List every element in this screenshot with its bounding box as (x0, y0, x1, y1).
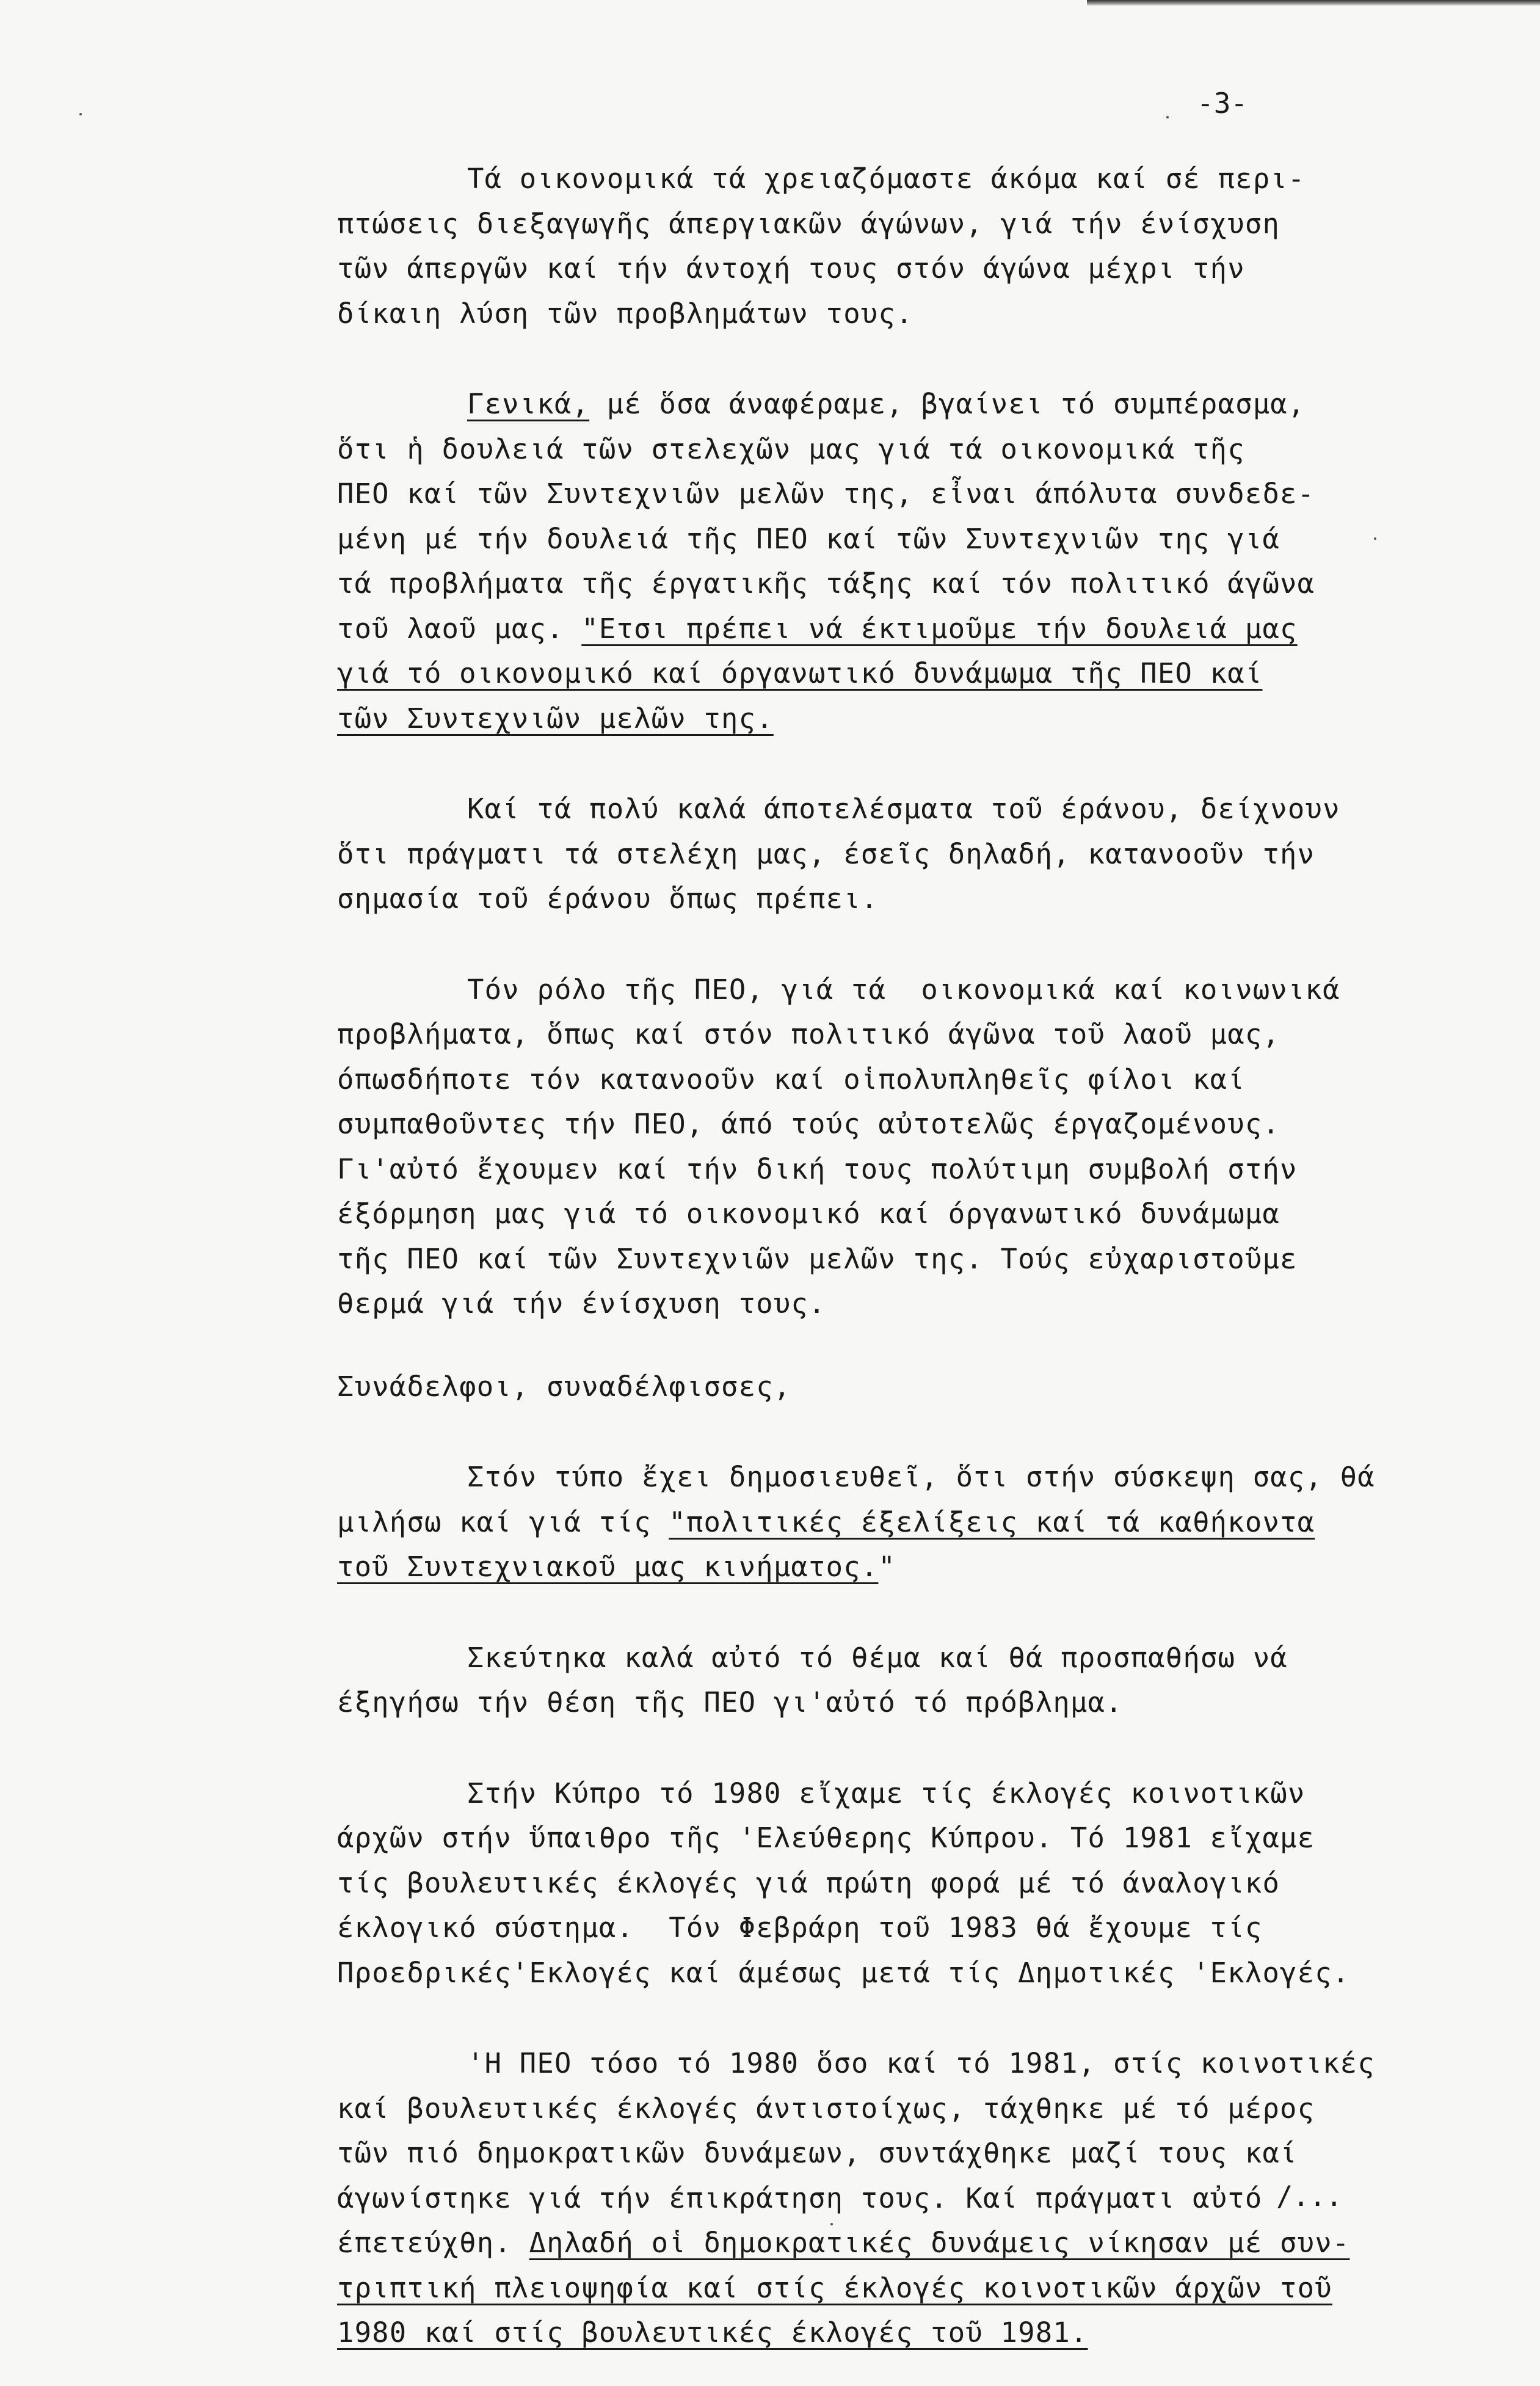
document-body (337, 156, 1400, 2355)
paragraph-spacer (337, 1995, 1400, 2041)
text-run: σημασία τοῦ έράνου ὅπως πρέπει. (337, 882, 879, 915)
underlined-text: 1980 καί στίς βουλευτικές έκλογές τοῦ 1981. (337, 2316, 1088, 2349)
paragraph-spacer (337, 1725, 1400, 1771)
underlined-text: τῶν Συντεχνιῶν μελῶν της. (337, 702, 774, 735)
text-line (337, 517, 1400, 562)
paragraph (337, 156, 1400, 336)
text-line (337, 832, 1400, 877)
text-line (337, 1281, 1400, 1326)
text-line (337, 1905, 1400, 1951)
text-line (337, 1364, 1400, 1409)
text-run: προβλήματα, ὅπως καί στόν πολιτικό άγῶνα τοῦ λαοῦ μας, (337, 1018, 1280, 1050)
paragraph-spacer (337, 741, 1400, 787)
text-line (337, 156, 1400, 202)
underlined-text: τριπτική πλειοψηφία καί στίς έκλογές κοινοτικῶν άρχῶν τοῦ (337, 2271, 1332, 2304)
text-run: έπετεύχθη. (337, 2227, 529, 2259)
text-run: πτώσεις διεξαγωγῆς άπεργιακῶν άγώνων, γιά τήν ένίσχυση (337, 207, 1280, 240)
underlined-text: τοῦ Συντεχνιακοῦ μας κινήματος. (337, 1551, 879, 1583)
text-line (337, 876, 1400, 922)
text-line (337, 1544, 1400, 1590)
text-line (337, 787, 1400, 832)
text-run: ὅτι ἡ δουλειά τῶν στελεχῶν μας γιά τά οικονομικά τῆς (337, 432, 1245, 465)
text-run: έκλογικό σύστημα. Τόν Φεβράρη τοῦ 1983 θά ἔχουμε τίς (337, 1911, 1263, 1944)
scan-speck (1166, 116, 1169, 118)
text-run: τοῦ λαοῦ μας. (337, 612, 582, 645)
text-line (337, 427, 1400, 472)
text-line (337, 2310, 1400, 2355)
text-run: δίκαιη λύση τῶν προβλημάτων τους. (337, 297, 913, 330)
paragraph (337, 2041, 1400, 2355)
text-line (337, 202, 1400, 247)
scan-speck (830, 2223, 833, 2225)
text-line (337, 1861, 1400, 1906)
text-line (337, 2266, 1400, 2311)
scan-speck (79, 113, 82, 115)
text-line (337, 1012, 1400, 1057)
text-line (337, 1191, 1400, 1237)
text-run: Γι'αὐτό ἔχουμεν καί τήν δική τους πολύτιμη συμβολή στήν (337, 1152, 1298, 1185)
paragraph-spacer (337, 336, 1400, 382)
text-run: συμπαθοῦντες τήν ΠΕΟ, άπό τούς αὐτοτελῶς έργαζομένους. (337, 1108, 1280, 1140)
text-run: άρχῶν στήν ὕπαιθρο τῆς 'Ελεύθερης Κύπρου. Τό 1981 εἴχαμε (337, 1822, 1315, 1854)
text-line (337, 1680, 1400, 1725)
underlined-text: γιά τό οικονομικό καί όργανωτικό δυνάμωμα τῆς ΠΕΟ καί (337, 657, 1263, 689)
text-line (337, 471, 1400, 517)
scan-edge-mark (1087, 0, 1540, 6)
text-line (337, 1816, 1400, 1861)
underlined-text: "Ετσι πρέπει νά έκτιμοῦμε τήν δουλειά μας (581, 612, 1298, 645)
text-run: μένη μέ τήν δουλειά τῆς ΠΕΟ καί τῶν Συντεχνιῶν της γιά (337, 522, 1280, 555)
text-line (337, 246, 1400, 291)
text-line (337, 651, 1400, 696)
continuation-mark: /... (1276, 2180, 1343, 2213)
paragraph (337, 382, 1400, 741)
paragraph-spacer (337, 922, 1400, 967)
paragraph-spacer (337, 1590, 1400, 1635)
text-line (337, 1147, 1400, 1192)
salutation (337, 1364, 1400, 1409)
paragraph-spacer (337, 1409, 1400, 1455)
text-line (337, 2131, 1400, 2176)
text-line (337, 1951, 1400, 1996)
text-run: έξηγήσω τήν θέση τῆς ΠΕΟ γι'αὐτό τό πρόβλημα. (337, 1686, 1123, 1719)
text-line (337, 382, 1400, 427)
underlined-text: "πολιτικές έξελίξεις καί τά καθήκοντα (669, 1505, 1315, 1538)
underlined-text: Δηλαδή οἱ δημοκρατικές δυνάμεις νίκησαν μέ συν- (529, 2227, 1350, 2259)
text-run: " (878, 1551, 896, 1583)
paragraph (337, 1455, 1400, 1590)
text-run: Συνάδελφοι, συναδέλφισσες, (337, 1370, 791, 1403)
text-line (337, 1455, 1400, 1500)
text-line (337, 1635, 1400, 1681)
text-run: Καί τά πολύ καλά άποτελέσματα τοῦ έράνου, δείχνουν (467, 793, 1340, 825)
text-line (337, 967, 1400, 1013)
text-line (337, 2086, 1400, 2131)
text-run: τά προβλήματα τῆς έργατικῆς τάξης καί τόν πολιτικό άγῶνα (337, 567, 1315, 600)
text-line (337, 1102, 1400, 1147)
text-line (337, 1771, 1400, 1816)
page-number: -3- (1197, 87, 1248, 120)
text-run: τίς βουλευτικές έκλογές γιά πρώτη φορά μέ τό άναλογικό (337, 1866, 1280, 1899)
text-run: μέ ὅσα άναφέραμε, βγαίνει τό συμπέρασμα, (589, 388, 1306, 420)
text-run: τῶν πιό δημοκρατικῶν δυνάμεων, συντάχθηκε μαζί τους καί (337, 2137, 1298, 2169)
text-run: Στόν τύπο ἔχει δημοσιευθεῖ, ὅτι στήν σύσκεψη σας, θά (467, 1461, 1375, 1493)
text-line (337, 1237, 1400, 1282)
text-line (337, 2221, 1400, 2266)
text-run: άγωνίστηκε γιά τήν έπικράτηση τους. Καί πράγματι αὐτό (337, 2181, 1263, 2214)
text-run: τῆς ΠΕΟ καί τῶν Συντεχνιῶν μελῶν της. Τούς εὐχαριστοῦμε (337, 1242, 1298, 1275)
text-line (337, 291, 1400, 336)
paragraph (337, 1635, 1400, 1725)
text-run: τῶν άπεργῶν καί τήν άντοχή τους στόν άγώνα μέχρι τήν (337, 252, 1245, 285)
text-line (337, 696, 1400, 741)
text-line (337, 1057, 1400, 1102)
text-run: 'Η ΠΕΟ τόσο τό 1980 ὅσο καί τό 1981, στίς κοινοτικές (467, 2047, 1375, 2079)
text-run: ὅτι πράγματι τά στελέχη μας, έσεῖς δηλαδή, κατανοοῦν τήν (337, 837, 1315, 870)
text-line (337, 2176, 1400, 2221)
text-run: ΠΕΟ καί τῶν Συντεχνιῶν μελῶν της, εἶναι άπόλυτα συνδεδε- (337, 478, 1315, 510)
text-line (337, 2041, 1400, 2086)
text-line (337, 1500, 1400, 1545)
paragraph (337, 967, 1400, 1326)
text-run: Τά οικονομικά τά χρειαζόμαστε άκόμα καί σέ περι- (467, 162, 1306, 195)
text-run: Τόν ρόλο τῆς ΠΕΟ, γιά τά οικονομικά καί κοινωνικά (467, 973, 1340, 1006)
text-line (337, 561, 1400, 606)
paragraph (337, 787, 1400, 922)
text-run: καί βουλευτικές έκλογές άντιστοίχως, τάχθηκε μέ τό μέρος (337, 2092, 1315, 2125)
text-run: Σκεύτηκα καλά αὐτό τό θέμα καί θά προσπαθήσω νά (467, 1641, 1288, 1674)
text-line (337, 606, 1400, 652)
text-run: θερμά γιά τήν ένίσχυση τους. (337, 1287, 826, 1320)
text-run: όπωσδήποτε τόν κατανοοῦν καί οἱπολυπληθεῖς φίλοι καί (337, 1063, 1245, 1096)
text-run: Προεδρικές'Εκλογές καί άμέσως μετά τίς Δημοτικές 'Εκλογές. (337, 1956, 1350, 1989)
paragraph-spacer (337, 1326, 1400, 1364)
text-run: Στήν Κύπρο τό 1980 εἴχαμε τίς έκλογές κοινοτικῶν (467, 1777, 1306, 1810)
text-run: μιλήσω καί γιά τίς (337, 1505, 669, 1538)
scan-speck (1374, 537, 1376, 540)
paragraph (337, 1771, 1400, 1996)
underlined-text: Γενικά, (467, 388, 590, 420)
text-run: έξόρμηση μας γιά τό οικονομικό καί όργανωτικό δυνάμωμα (337, 1198, 1280, 1230)
